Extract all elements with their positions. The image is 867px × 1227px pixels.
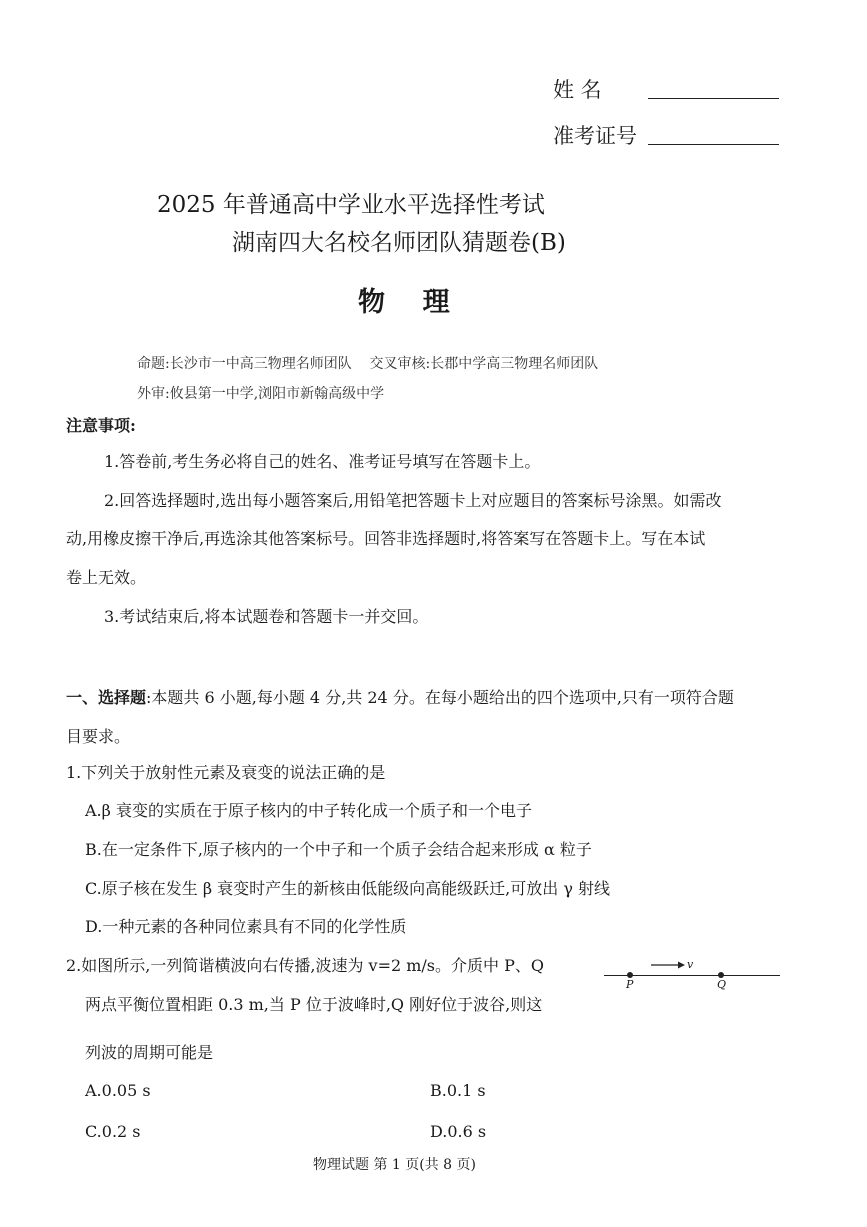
q1-option-d: D.一种元素的各种同位素具有不同的化学性质 (85, 917, 407, 936)
exam-title: 2025 年普通高中学业水平选择性考试 (157, 192, 545, 218)
notice-item-2-line2: 动,用橡皮擦干净后,再选涂其他答案标号。回答非选择题时,将答案写在答题卡上。写在本试 (66, 529, 706, 548)
q1-option-a: A.β 衰变的实质在于原子核内的中子转化成一个质子和一个电子 (85, 801, 532, 820)
notice-heading: 注意事项: (66, 416, 136, 435)
q2-stem-line2: 两点平衡位置相距 0.3 m,当 P 位于波峰时,Q 刚好位于波谷,则这 (85, 995, 543, 1014)
notice-item-2-line1: 2.回答选择题时,选出每小题答案后,用铅笔把答题卡上对应题目的答案标号涂黑。如需改 (104, 491, 722, 510)
exam-subtitle: 湖南四大名校名师团队猜题卷(B) (232, 230, 566, 256)
section-heading (66, 685, 734, 708)
q1-option-b: B.在一定条件下,原子核内的一个中子和一个质子会结合起来形成 α 粒子 (85, 840, 592, 859)
q1-stem: 1.下列关于放射性元素及衰变的说法正确的是 (66, 763, 386, 782)
exam-id-label: 准考证号 (553, 124, 637, 148)
name-label: 姓 名 (553, 78, 602, 102)
subject-title: 物 理 (358, 287, 450, 318)
notice-item-3: 3.考试结束后,将本试题卷和答题卡一并交回。 (104, 607, 429, 626)
notice-item-1: 1.答卷前,考生务必将自己的姓名、准考证号填写在答题卡上。 (104, 452, 541, 471)
q2-option-a: A.0.05 s (85, 1081, 151, 1100)
name-field[interactable] (648, 98, 779, 99)
q2-option-d: D.0.6 s (430, 1122, 487, 1141)
notice-item-2-line3: 卷上无效。 (66, 568, 147, 587)
q1-option-c: C.原子核在发生 β 衰变时产生的新核由低能级向高能级跃迁,可放出 γ 射线 (85, 879, 611, 898)
q2-option-c: C.0.2 s (85, 1122, 141, 1141)
section-heading-desc: :本题共 6 小题,每小题 4 分,共 24 分。在每小题给出的四个选项中,只有一项符合题 (146, 688, 734, 707)
point-p-label: P (626, 978, 634, 991)
credits-authors: 命题:长沙市一中高三物理名师团队 交叉审核:长郡中学高三物理名师团队 (137, 356, 599, 372)
section-heading-label: 一、选择题 (66, 688, 147, 707)
page-footer: 物理试题 第 1 页(共 8 页) (313, 1157, 476, 1173)
q2-option-b: B.0.1 s (430, 1081, 486, 1100)
q2-stem-line1: 2.如图所示,一列简谐横波向右传播,波速为 v=2 m/s。介质中 P、Q (66, 956, 544, 975)
credits-external: 外审:攸县第一中学,浏阳市新翰高级中学 (137, 386, 385, 402)
velocity-label: v (687, 958, 694, 971)
point-q-label: Q (717, 978, 727, 991)
section-heading-line2: 目要求。 (66, 727, 131, 746)
q2-stem-line3: 列波的周期可能是 (85, 1043, 214, 1062)
exam-id-field[interactable] (648, 144, 779, 145)
velocity-arrow-icon (650, 960, 686, 970)
